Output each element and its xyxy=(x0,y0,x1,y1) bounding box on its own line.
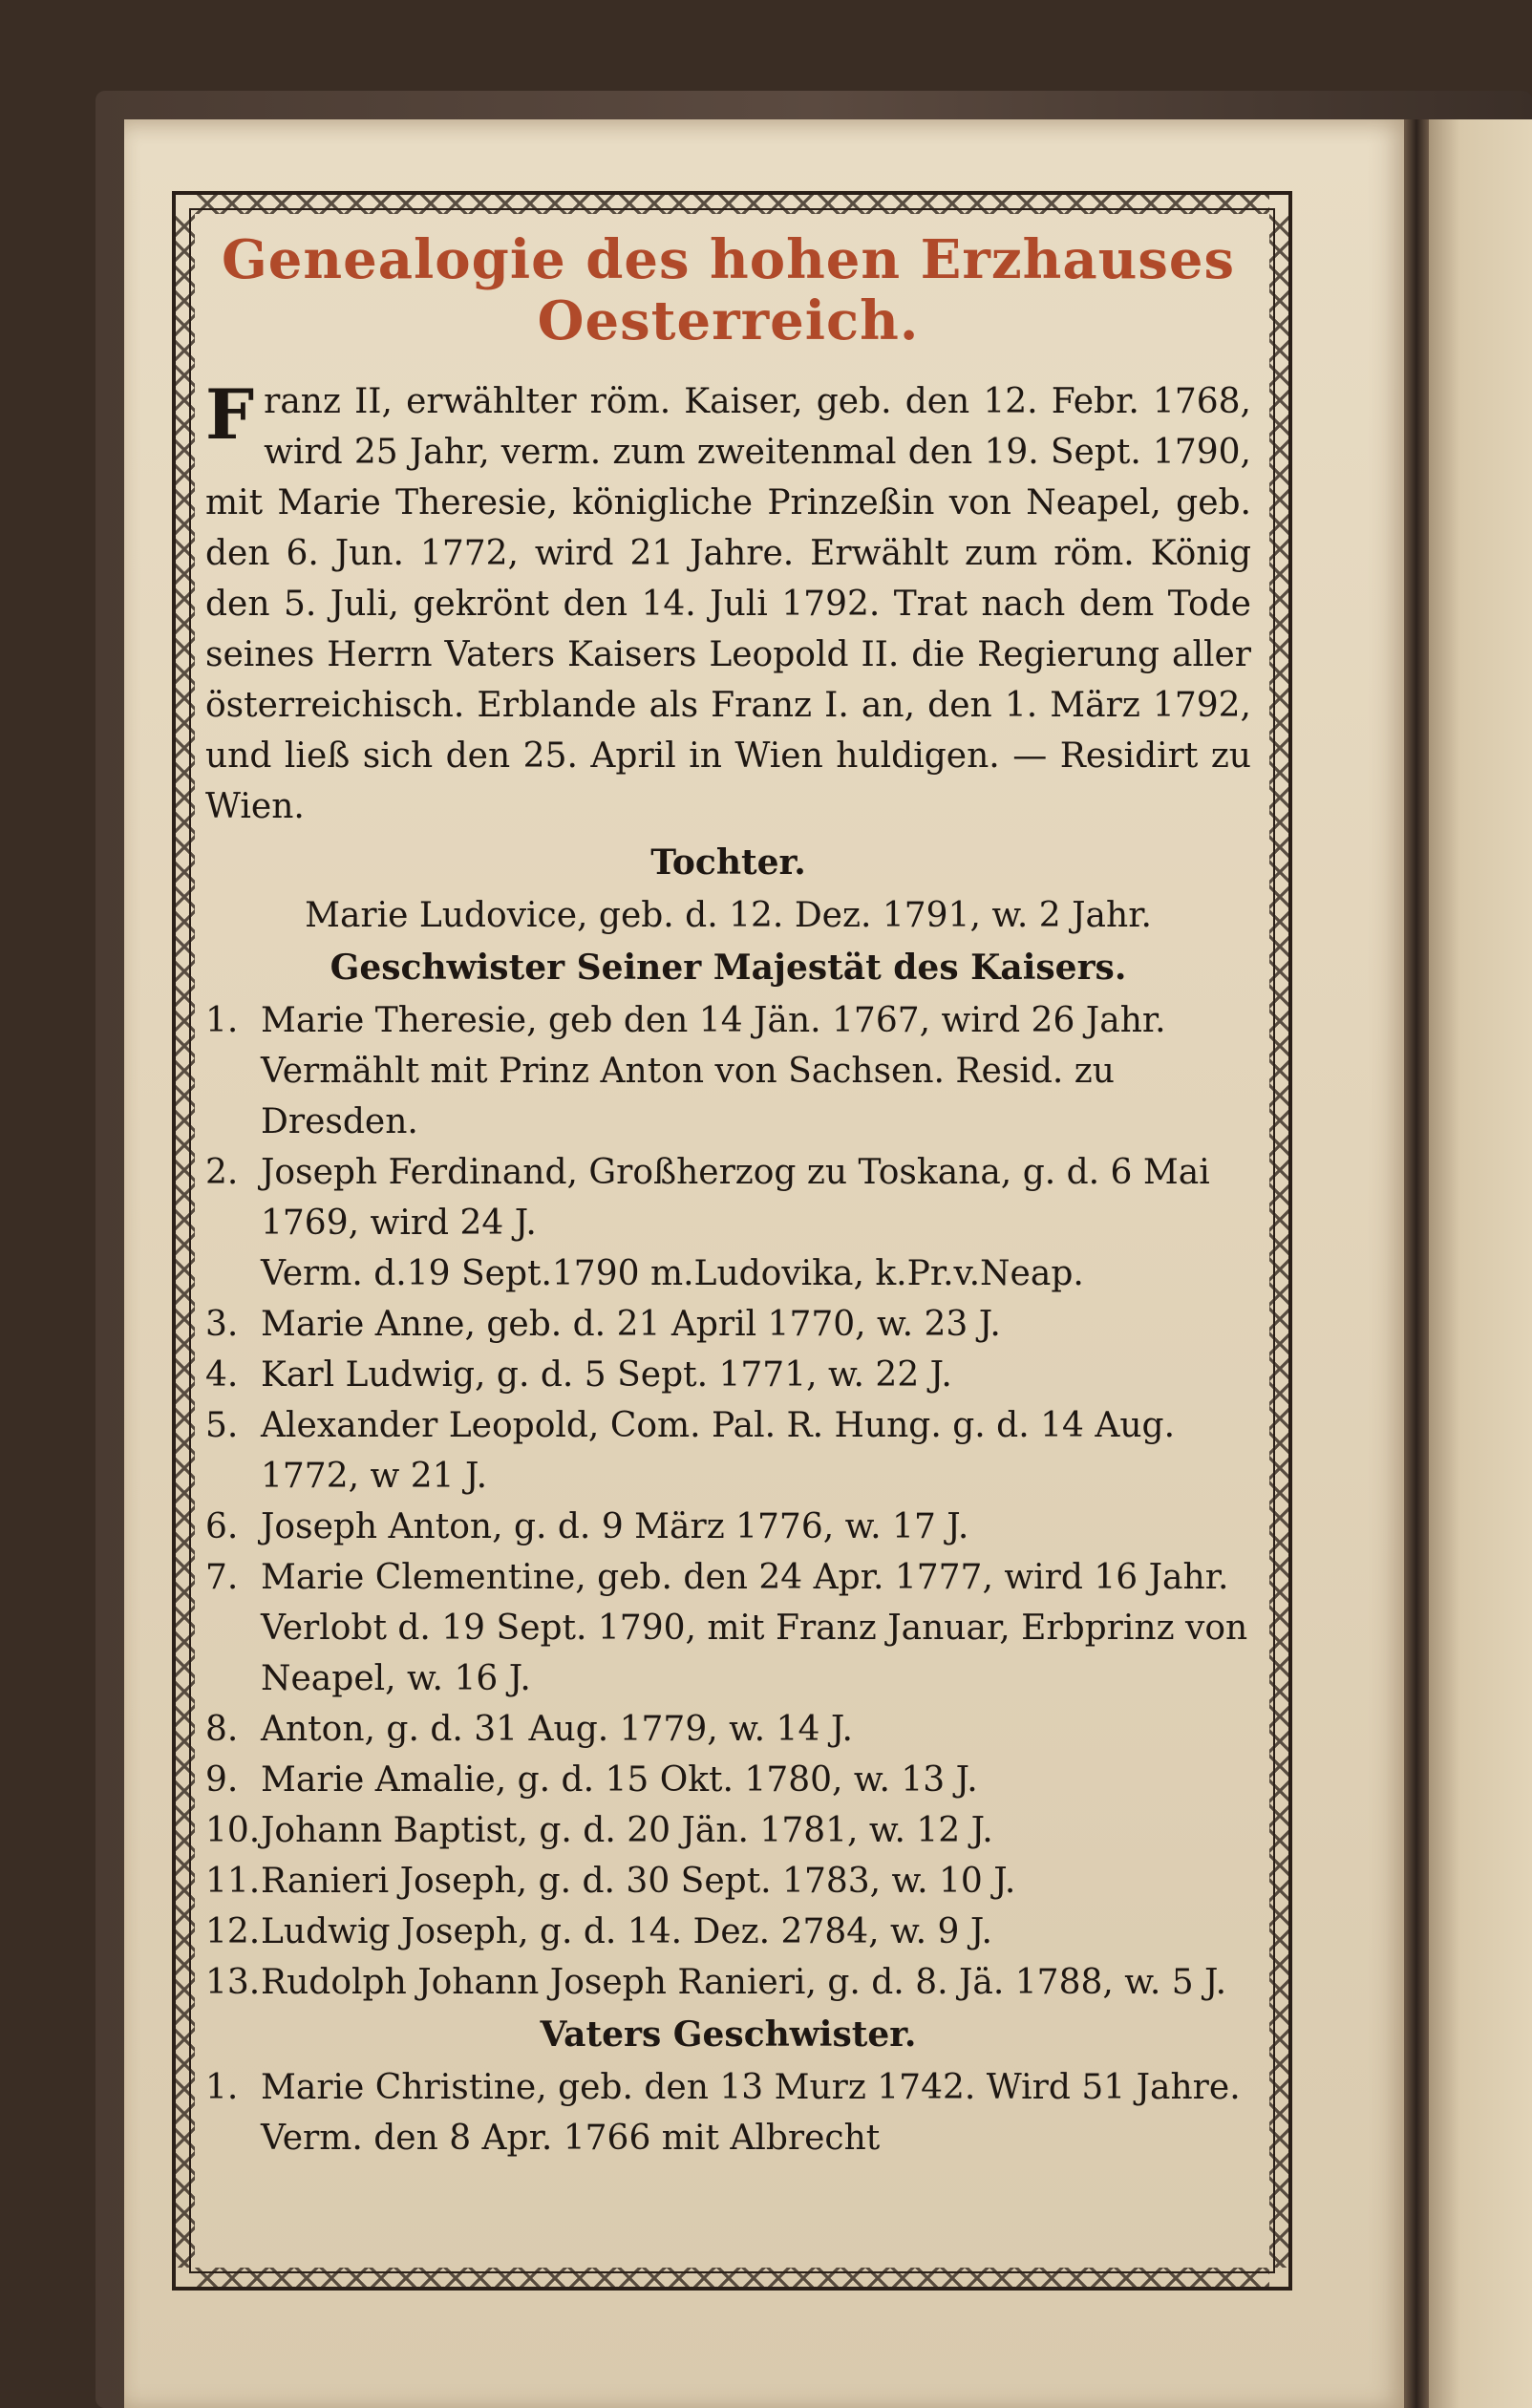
border-zigzag-right xyxy=(1269,214,1290,2268)
page-content xyxy=(205,229,1251,2163)
sibling-text: Ludwig Joseph, g. d. 14. Dez. 2784, w. 9 J. xyxy=(261,1912,992,1951)
sibling-entry xyxy=(205,1704,1251,1755)
sibling-entry xyxy=(205,1350,1251,1400)
sibling-entry xyxy=(205,1907,1251,1957)
fathers-sibling-number: 1. xyxy=(205,2068,239,2107)
page-title: Genealogie des hohen Erzhauses Oesterreich. xyxy=(221,228,1236,352)
sibling-entry xyxy=(205,1755,1251,1805)
sibling-entry xyxy=(205,1299,1251,1350)
sibling-extra: Verm. d.19 Sept.1790 m.Ludovika, k.Pr.v.Neap. xyxy=(261,1254,1084,1293)
sibling-text: Joseph Anton, g. d. 9 März 1776, w. 17 J. xyxy=(261,1507,969,1546)
sibling-entry xyxy=(205,1400,1251,1502)
intro-text: ranz II, erwählter röm. Kaiser, geb. den 12. Febr. 1768, wird 25 Jahr, verm. zum zweitenmal den 19. Sept. 1790, mit Marie Theresie, königliche Prinzeßin von Neapel, geb. den 6. Jun. 1772, wird 21 Jahre. Erwählt zum röm. König den 5. Juli, gekrönt den 14. Juli 1792. Trat nach dem Tode seines Herrn Vaters Kaisers Leopold II. die Regierung aller österreichisch. Erblande als Franz I. an, den 1. März 1792, und ließ sich den 25. April in Wien huldigen. — Residirt zu Wien. xyxy=(205,382,1251,826)
sibling-number: 2. xyxy=(205,1153,239,1192)
sibling-entry xyxy=(205,995,1251,1147)
sibling-text: Joseph Ferdinand, Großherzog zu Toskana, g. d. 6 Mai 1769, wird 24 J. xyxy=(261,1153,1210,1243)
sibling-text: Ranieri Joseph, g. d. 30 Sept. 1783, w. 10 J. xyxy=(261,1862,1016,1901)
fathers-sibling-entry xyxy=(205,2062,1251,2163)
intro-paragraph xyxy=(205,373,1251,832)
sibling-entry xyxy=(205,1147,1251,1248)
sibling-text: Marie Theresie, geb den 14 Jän. 1767, wird 26 Jahr. Vermählt mit Prinz Anton von Sachsen. Resid. zu Dresden. xyxy=(261,1001,1166,1141)
sibling-text: Anton, g. d. 31 Aug. 1779, w. 14 J. xyxy=(261,1710,853,1749)
sibling-number: 3. xyxy=(205,1305,239,1344)
sibling-text: Rudolph Johann Joseph Ranieri, g. d. 8. Jä. 1788, w. 5 J. xyxy=(261,1963,1227,2002)
daughter-heading: Tochter. xyxy=(650,842,806,883)
sibling-number: 10. xyxy=(205,1811,261,1850)
fathers-siblings-list xyxy=(205,2062,1251,2163)
sibling-number: 7. xyxy=(205,1558,239,1597)
drop-cap: F xyxy=(205,373,255,455)
sibling-number: 12. xyxy=(205,1912,261,1951)
sibling-number: 6. xyxy=(205,1507,239,1546)
sibling-number: 11. xyxy=(205,1862,261,1901)
sibling-number: 4. xyxy=(205,1355,239,1395)
border-zigzag-left xyxy=(174,214,195,2268)
sibling-text: Johann Baptist, g. d. 20 Jän. 1781, w. 12 J. xyxy=(261,1811,993,1850)
border-zigzag-bottom xyxy=(195,2268,1269,2289)
sibling-text: Karl Ludwig, g. d. 5 Sept. 1771, w. 22 J. xyxy=(261,1355,952,1395)
book-gutter xyxy=(1404,119,1429,2408)
sibling-entry xyxy=(205,1552,1251,1704)
sibling-text: Marie Anne, geb. d. 21 April 1770, w. 23 J. xyxy=(261,1305,1001,1344)
border-zigzag-top xyxy=(195,193,1269,214)
sibling-entry xyxy=(205,1805,1251,1856)
next-page-edge xyxy=(1429,119,1532,2408)
sibling-entry xyxy=(205,1502,1251,1552)
fathers-siblings-heading: Vaters Geschwister. xyxy=(540,2014,917,2055)
sibling-entry xyxy=(205,1856,1251,1907)
sibling-number: 5. xyxy=(205,1406,239,1445)
sibling-text: Marie Amalie, g. d. 15 Okt. 1780, w. 13 J. xyxy=(261,1760,978,1800)
sibling-number: 8. xyxy=(205,1710,239,1749)
siblings-list xyxy=(205,995,1251,2008)
daughter-entry: Marie Ludovice, geb. d. 12. Dez. 1791, w. 2 Jahr. xyxy=(305,896,1152,935)
fathers-sibling-text: Marie Christine, geb. den 13 Murz 1742. Wird 51 Jahre. Verm. den 8 Apr. 1766 mit Albrecht xyxy=(261,2068,1241,2158)
sibling-number: 13. xyxy=(205,1963,261,2002)
sibling-number: 1. xyxy=(205,1001,239,1040)
siblings-heading: Geschwister Seiner Majestät des Kaisers. xyxy=(330,948,1127,988)
sibling-text: Marie Clementine, geb. den 24 Apr. 1777, wird 16 Jahr. Verlobt d. 19 Sept. 1790, mit Franz Januar, Erbprinz von Neapel, w. 16 J. xyxy=(261,1558,1248,1698)
sibling-text: Alexander Leopold, Com. Pal. R. Hung. g. d. 14 Aug. 1772, w 21 J. xyxy=(261,1406,1176,1496)
sibling-number: 9. xyxy=(205,1760,239,1800)
sibling-entry xyxy=(205,1957,1251,2008)
